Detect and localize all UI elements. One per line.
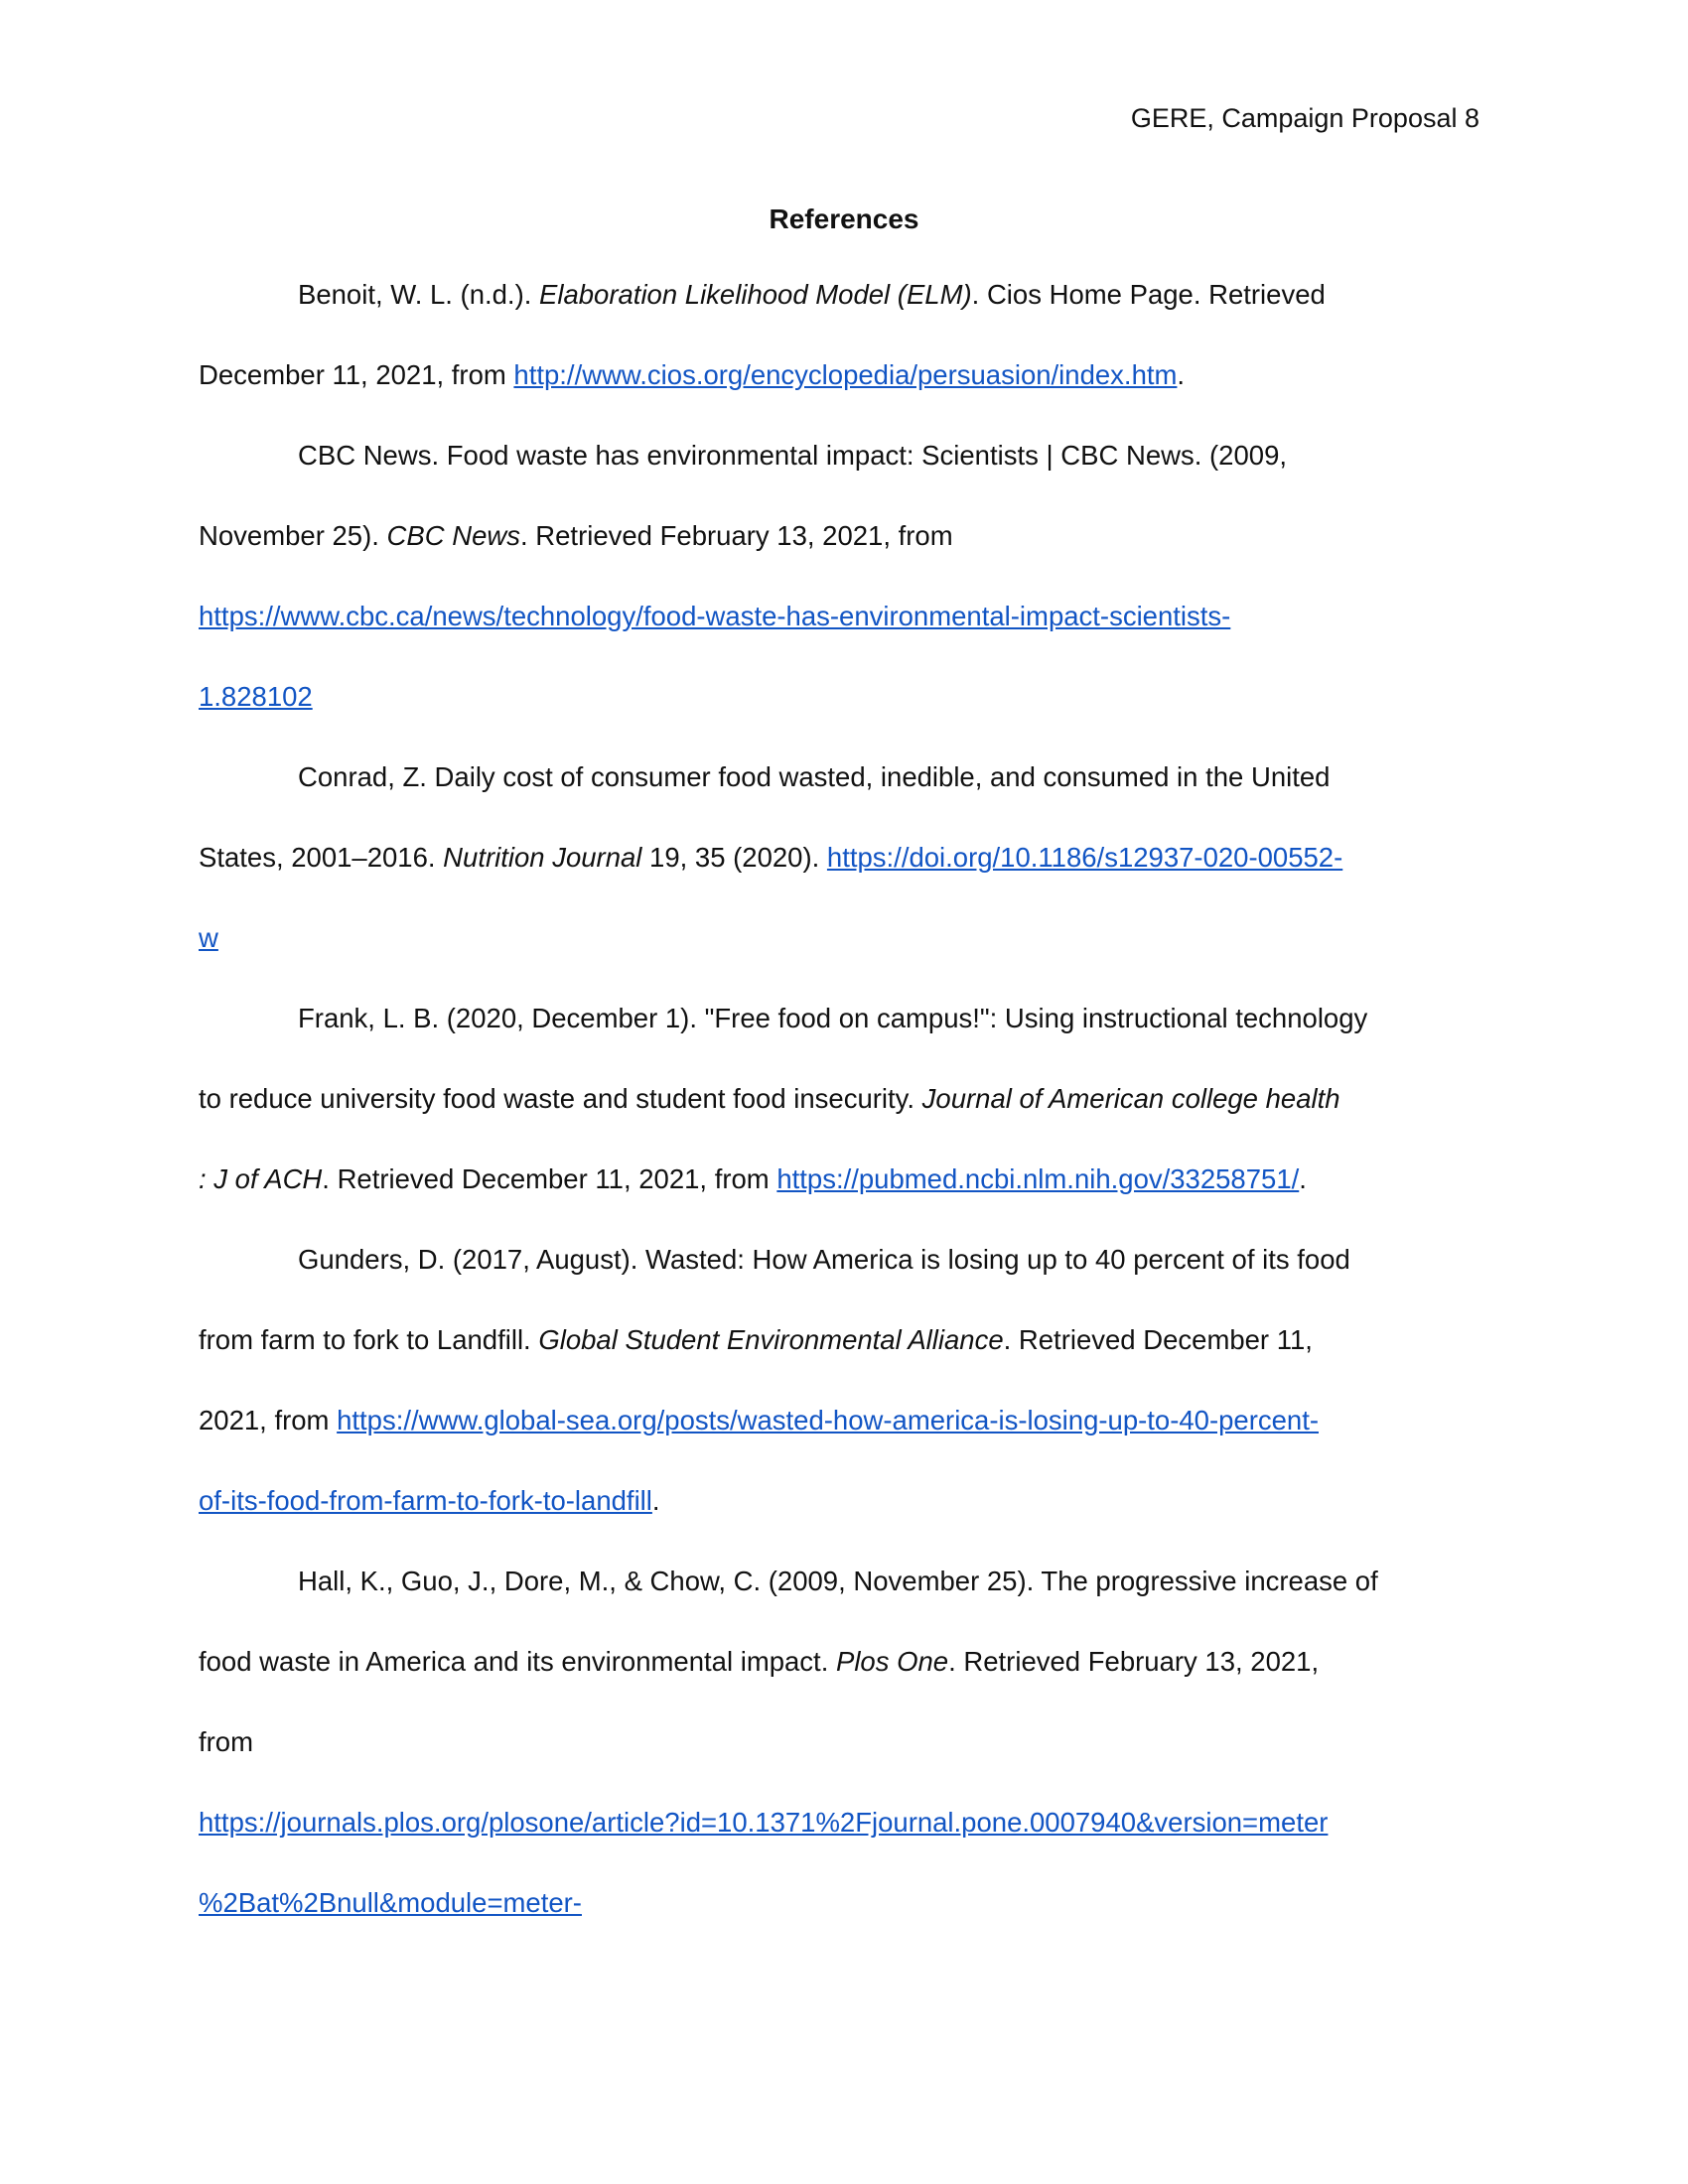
ref-text: . Cios Home Page. Retrieved [971,279,1326,310]
reference-line [298,278,1326,312]
reference-line [199,1886,582,1920]
reference-link[interactable]: https://pubmed.ncbi.nlm.nih.gov/33258751/ [776,1163,1300,1194]
reference-line [199,1725,253,1759]
ref-text: Hall, K., Guo, J., Dore, M., & Chow, C. (2009, November 25). The progressive increase of [298,1566,1378,1596]
ref-title-italic: Global Student Environmental Alliance [538,1324,1004,1355]
ref-text: Gunders, D. (2017, August). Wasted: How America is losing up to 40 percent of its food [298,1244,1350,1275]
ref-text: . Retrieved December 11, [1003,1324,1313,1355]
ref-text: 19, 35 (2020). [641,842,827,873]
reference-line [298,439,1287,473]
reference-line [199,841,1342,875]
reference-link[interactable]: 1.828102 [199,681,313,712]
reference-line [199,1645,1319,1679]
running-head: GERE, Campaign Proposal 8 [1130,103,1479,133]
reference-line [199,1404,1319,1437]
reference-link[interactable]: http://www.cios.org/encyclopedia/persuasion/index.htm [513,359,1178,390]
reference-line [199,1806,1328,1840]
reference-line [298,1565,1378,1598]
page-title: References [769,204,919,234]
reference-link[interactable]: https://www.cbc.ca/news/technology/food-waste-has-environmental-impact-scientists- [199,601,1231,631]
ref-text: food waste in America and its environmental impact. [199,1646,836,1677]
reference-link[interactable]: https://www.global-sea.org/posts/wasted-how-america-is-losing-up-to-40-percent- [337,1405,1319,1435]
ref-text: . [651,1485,660,1516]
reference-line [298,760,1330,794]
ref-title-italic: Nutrition Journal [443,842,642,873]
ref-text: from farm to fork to Landfill. [199,1324,539,1355]
reference-line [199,921,218,955]
ref-title-italic: Elaboration Likelihood Model (ELM) [539,279,972,310]
ref-text: . Retrieved February 13, 2021, [948,1646,1320,1677]
reference-link[interactable]: https://journals.plos.org/plosone/article?id=10.1371%2Fjournal.pone.0007940&version=meter [199,1807,1329,1838]
reference-line [199,680,313,714]
reference-link[interactable]: %2Bat%2Bnull&module=meter- [199,1887,582,1918]
ref-text: CBC News. Food waste has environmental impact: Scientists | CBC News. (2009, [298,440,1288,471]
ref-text: to reduce university food waste and student food insecurity. [199,1083,922,1114]
ref-text: December 11, 2021, from [199,359,514,390]
reference-link[interactable]: of-its-food-from-farm-to-fork-to-landfill [199,1485,652,1516]
reference-line [199,600,1230,633]
ref-text: States, 2001–2016. [199,842,444,873]
ref-title-italic: Plos One [835,1646,949,1677]
reference-line [199,1162,1307,1196]
ref-text: Frank, L. B. (2020, December 1). "Free food on campus!": Using instructional technology [298,1003,1368,1033]
ref-text: Benoit, W. L. (n.d.). [298,279,540,310]
ref-text: . Retrieved February 13, 2021, from [520,520,953,551]
ref-text: Conrad, Z. Daily cost of consumer food wasted, inedible, and consumed in the United [298,761,1331,792]
ref-text: . Retrieved December 11, 2021, from [322,1163,777,1194]
ref-text: November 25). [199,520,387,551]
ref-text: from [199,1726,253,1757]
reference-line [298,1243,1350,1277]
reference-line [298,1002,1367,1035]
reference-line [199,1323,1313,1357]
ref-text: 2021, from [199,1405,338,1435]
reference-line [199,1082,1340,1116]
reference-line [199,519,953,553]
reference-link[interactable]: https://doi.org/10.1186/s12937-020-00552- [826,842,1343,873]
reference-line [199,1484,660,1518]
reference-line [199,358,1185,392]
ref-title-italic: Journal of American college health [921,1083,1340,1114]
ref-title-italic: : J of ACH [199,1163,323,1194]
ref-text: . [1299,1163,1307,1194]
reference-link[interactable]: w [199,922,218,953]
ref-title-italic: CBC News [386,520,520,551]
ref-text: . [1177,359,1186,390]
